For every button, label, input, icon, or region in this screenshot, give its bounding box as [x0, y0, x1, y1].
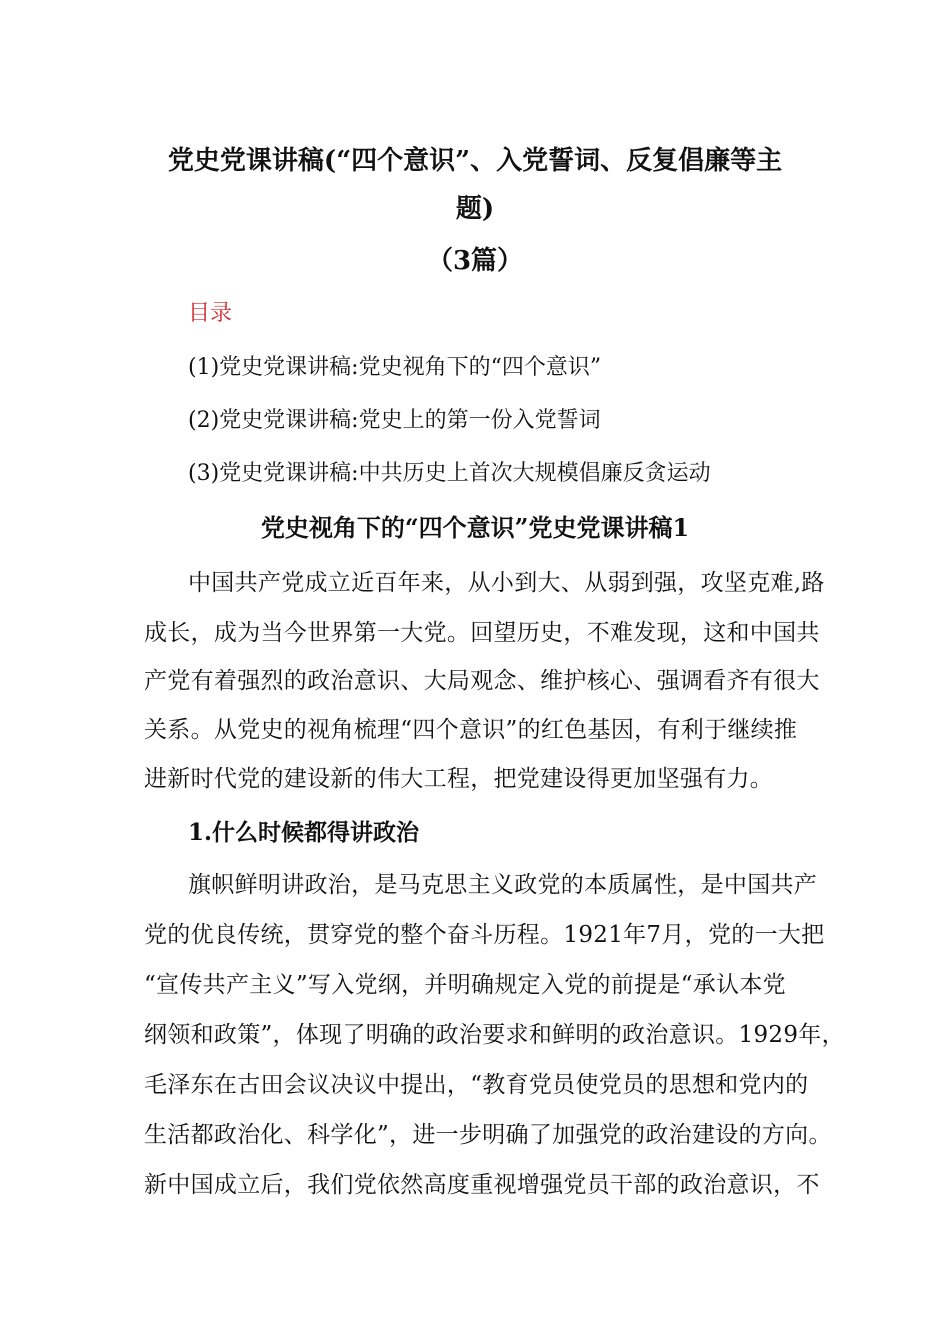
- paragraph-line: 关系。从党史的视角梳理“四个意识”的红色基因，有利于继续推: [144, 717, 798, 743]
- document-title-line-2: 题): [455, 194, 495, 224]
- toc-item: (1)党史党课讲稿:党史视角下的“四个意识”: [188, 355, 602, 380]
- paragraph-line: 生活都政治化、科学化”，进一步明确了加强党的政治建设的方向。: [144, 1122, 832, 1148]
- document-title-line-1: 党史党课讲稿(“四个意识”、入党誓词、反复倡廉等主: [167, 146, 783, 176]
- paragraph-line: 党的优良传统，贯穿党的整个奋斗历程。1921年7月，党的一大把: [144, 922, 825, 948]
- toc-item: (3)党史党课讲稿:中共历史上首次大规模倡廉反贪运动: [188, 461, 711, 486]
- paragraph-line: 旗帜鲜明讲政治，是马克思主义政党的本质属性，是中国共产: [188, 872, 818, 898]
- paragraph-line: 毛泽东在古田会议决议中提出，“教育党员使党员的思想和党内的: [144, 1072, 809, 1098]
- toc-heading: 目录: [188, 301, 233, 326]
- paragraph-line: 中国共产党成立近百年来，从小到大、从弱到强，攻坚克难,路: [188, 570, 825, 596]
- paragraph-line: 纲领和政策”，体现了明确的政治要求和鲜明的政治意识。1929年，: [144, 1022, 845, 1048]
- paragraph-line: 成长，成为当今世界第一大党。回望历史，不难发现，这和中国共: [144, 620, 820, 646]
- paragraph-line: 产党有着强烈的政治意识、大局观念、维护核心、强调看齐有很大: [144, 668, 820, 694]
- toc-item: (2)党史党课讲稿:党史上的第一份入党誓词: [188, 408, 601, 433]
- paragraph-line: 进新时代党的建设新的伟大工程，把党建设得更加坚强有力。: [144, 766, 774, 792]
- paragraph-line: “宣传共产主义”写入党纲，并明确规定入党的前提是“承认本党: [144, 972, 786, 998]
- paragraph-line: 新中国成立后，我们党依然高度重视增强党员干部的政治意识，不: [144, 1172, 820, 1198]
- document-title-count: （3篇）: [426, 246, 524, 276]
- section-title: 党史视角下的“四个意识”党史党课讲稿1: [260, 513, 690, 542]
- subheading: 1.什么时候都得讲政治: [188, 819, 420, 846]
